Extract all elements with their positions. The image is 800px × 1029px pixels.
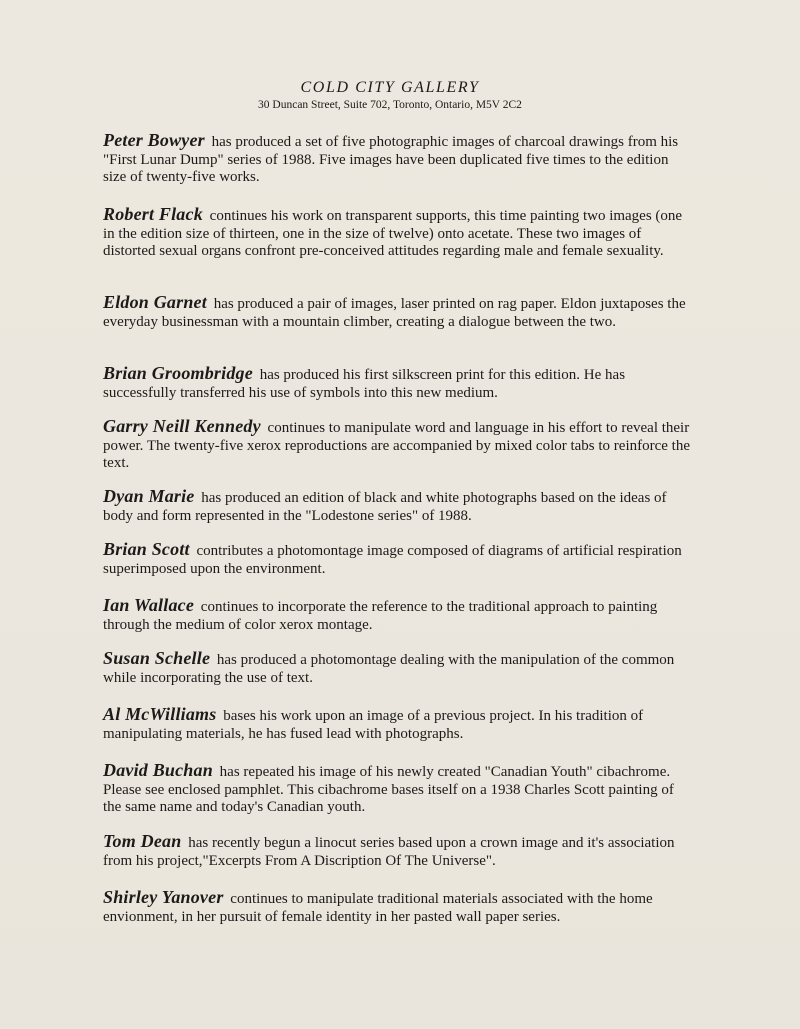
entry-al-mcwilliams bbox=[103, 706, 693, 743]
artist-name: Ian Wallace bbox=[103, 595, 195, 615]
entry-robert-flack bbox=[103, 206, 693, 261]
artist-description: contributes a photomontage image composed of diagrams of artificial respiration superimposed upon the environment. bbox=[103, 543, 682, 577]
entry-shirley-yanover bbox=[103, 889, 693, 926]
entry-eldon-garnet bbox=[103, 294, 693, 331]
artist-name: Peter Bowyer bbox=[103, 130, 205, 150]
entry-dyan-marie bbox=[103, 488, 693, 525]
artist-description: has produced a photomontage dealing with the manipulation of the common while incorporating the use of text. bbox=[103, 652, 675, 686]
gallery-name: COLD CITY GALLERY bbox=[300, 79, 480, 96]
artist-name: Dyan Marie bbox=[103, 486, 195, 506]
artist-name: Garry Neill Kennedy bbox=[103, 416, 261, 436]
letterhead bbox=[0, 78, 780, 113]
entry-brian-groombridge bbox=[103, 365, 693, 402]
artist-description: has produced a pair of images, laser printed on rag paper. Eldon juxtaposes the everyday businessman with a mountain climber, creating a dialogue between the two. bbox=[103, 296, 686, 330]
artist-name: Susan Schelle bbox=[103, 648, 211, 668]
artist-name: Brian Groombridge bbox=[103, 363, 253, 383]
artist-name: Al McWilliams bbox=[103, 704, 217, 724]
artist-description: continues to manipulate word and language in his effort to reveal their power. The twenty-five xerox reproductions are accompanied by mixed color tabs to reinforce the text. bbox=[103, 420, 691, 471]
entry-susan-schelle bbox=[103, 650, 693, 687]
entry-david-buchan bbox=[103, 762, 693, 817]
artist-description: continues to incorporate the reference to the traditional approach to painting through the medium of color xerox montage. bbox=[103, 599, 658, 633]
artist-name: Tom Dean bbox=[103, 831, 182, 851]
artist-name: David Buchan bbox=[103, 760, 213, 780]
entry-brian-scott bbox=[103, 541, 693, 578]
entry-peter-bowyer bbox=[103, 132, 693, 187]
artist-description: bases his work upon an image of a previous project. In his tradition of manipulating materials, he has fused lead with photographs. bbox=[103, 708, 644, 742]
artist-description: has produced an edition of black and white photographs based on the ideas of body and form represented in the "Lodestone series" of 1988. bbox=[103, 490, 667, 524]
artist-name: Eldon Garnet bbox=[103, 292, 207, 312]
gallery-address: 30 Duncan Street, Suite 702, Toronto, Ontario, M5V 2C2 bbox=[258, 99, 522, 111]
entry-tom-dean bbox=[103, 833, 693, 870]
artist-name: Shirley Yanover bbox=[103, 887, 224, 907]
entry-ian-wallace bbox=[103, 597, 693, 634]
artist-description: has recently begun a linocut series based upon a crown image and it's association from his project,"Excerpts From A Discription Of The Universe". bbox=[103, 835, 675, 869]
artist-description: has repeated his image of his newly created "Canadian Youth" cibachrome. Please see enclosed pamphlet. This cibachrome bases itself on a 1938 Charles Scott painting of the same name and today's Canadian youth. bbox=[103, 764, 674, 815]
entry-garry-neill-kennedy bbox=[103, 418, 693, 473]
artist-description: has produced a set of five photographic images of charcoal drawings from his "First Lunar Dump" series of 1988. Five images have been duplicated five times to the edition size of twenty-five works. bbox=[103, 134, 679, 185]
artist-description: continues his work on transparent supports, this time painting two images (one in the edition size of thirteen, one in the size of twelve) onto acetate. These two images of distorted sexual organs confront pre-conceived attitudes regarding male and female sexuality. bbox=[103, 208, 683, 259]
artist-description: has produced his first silkscreen print for this edition. He has successfully transferred his use of symbols into this new medium. bbox=[103, 367, 626, 401]
artist-name: Brian Scott bbox=[103, 539, 190, 559]
artist-description: continues to manipulate traditional materials associated with the home envionment, in her pursuit of female identity in her pasted wall paper series. bbox=[103, 891, 653, 925]
artist-name: Robert Flack bbox=[103, 204, 203, 224]
